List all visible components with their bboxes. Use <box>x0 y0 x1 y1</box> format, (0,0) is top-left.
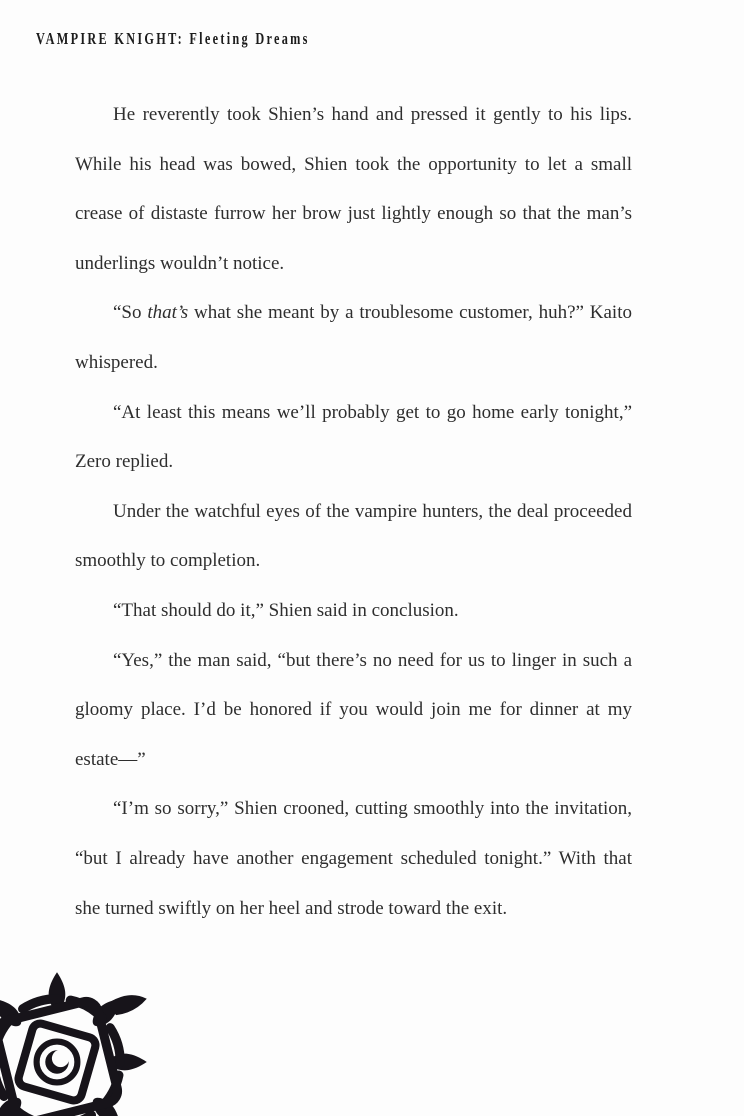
paragraph <box>75 784 632 933</box>
text-run: what she meant by a troublesome customer, huh?” Kaito whispered. <box>75 302 632 373</box>
rose-crest-art <box>0 972 147 1116</box>
text-run: “Yes,” the man said, “but there’s no need for us to linger in such a gloomy place. I’d be honored if you would join me for dinner at my estate—” <box>75 649 632 770</box>
text-run: Under the watchful eyes of the vampire hunters, the deal proceeded smoothly to completion. <box>75 500 632 572</box>
text-run: “At least this means we’ll probably get to go home early tonight,” Zero replied. <box>75 401 632 473</box>
rose-crest-icon <box>0 960 159 1116</box>
paragraph <box>75 586 632 636</box>
italic-run: that’s <box>147 302 189 324</box>
text-run: “So <box>113 302 148 324</box>
text-run: He reverently took Shien’s hand and pressed it gently to his lips. While his head was bowed, Shien took the opportunity to let a small crease of distaste furrow her brow just lightly enough so that the man’s underlings wouldn’t notice. <box>75 104 632 274</box>
paragraph <box>75 388 632 487</box>
paragraph <box>75 487 632 586</box>
paragraph <box>75 288 632 387</box>
text-run: “I’m so sorry,” Shien crooned, cutting smoothly into the invitation, “but I already have another engagement scheduled tonight.” With that she turned swiftly on her heel and strode toward the exit. <box>75 798 632 919</box>
running-header: VAMPIRE KNIGHT: Fleeting Dreams <box>36 29 310 48</box>
text-run: “That should do it,” Shien said in conclusion. <box>113 599 459 621</box>
body-text <box>75 90 632 933</box>
paragraph <box>75 636 632 785</box>
paragraph <box>75 90 632 288</box>
